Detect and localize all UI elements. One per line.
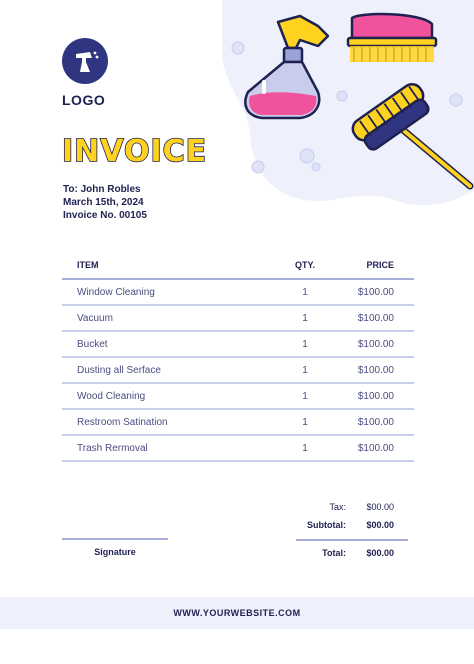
table-row	[62, 280, 414, 306]
total-divider	[296, 539, 408, 541]
row-item: Vacuum	[77, 312, 113, 324]
row-item: Dusting all Serface	[77, 364, 161, 376]
row-item: Bucket	[77, 338, 108, 350]
row-price: $100.00	[357, 286, 394, 298]
invoice-meta	[63, 183, 147, 222]
table-row	[62, 410, 414, 436]
tax-label: Tax:	[329, 502, 346, 512]
logo-mark	[62, 38, 108, 84]
table-row	[62, 384, 414, 410]
spray-bottle-icon	[245, 16, 328, 118]
row-qty: 1	[302, 286, 308, 298]
row-qty: 1	[302, 364, 308, 376]
row-item: Wood Cleaning	[77, 390, 146, 402]
invoice-date: March 15th, 2024	[63, 197, 144, 208]
bubble-icon	[232, 42, 462, 173]
footer-bar	[0, 597, 474, 629]
table-row	[62, 358, 414, 384]
row-price: $100.00	[357, 338, 394, 350]
signature-label: Signature	[94, 547, 136, 557]
subtotal-label: Subtotal:	[307, 520, 346, 530]
broom-icon	[349, 80, 470, 186]
total-row	[296, 544, 408, 562]
scrub-brush-icon	[348, 14, 436, 62]
table-row	[62, 436, 414, 462]
row-price: $100.00	[357, 442, 394, 454]
website-link[interactable]: WWW.YOURWEBSITE.COM	[173, 608, 301, 618]
row-qty: 1	[302, 312, 308, 324]
invoice-title: INVOICE	[62, 134, 208, 169]
logo-text: LOGO	[62, 92, 106, 108]
invoice-number: Invoice No. 00105	[63, 210, 147, 221]
row-item: Window Cleaning	[77, 286, 155, 298]
row-price: $100.00	[357, 312, 394, 324]
signature-line	[62, 538, 168, 540]
items-table	[62, 252, 414, 462]
row-price: $100.00	[357, 390, 394, 402]
total-value: $00.00	[366, 548, 394, 558]
column-header-item: ITEM	[77, 260, 99, 270]
row-qty: 1	[302, 390, 308, 402]
subtotal-value: $00.00	[366, 520, 394, 530]
row-qty: 1	[302, 338, 308, 350]
totals-block	[296, 498, 408, 534]
tax-value: $00.00	[366, 502, 394, 512]
row-item: Restroom Satination	[77, 416, 168, 428]
row-qty: 1	[302, 442, 308, 454]
spray-bottle-icon	[62, 38, 108, 84]
column-header-qty: QTY.	[294, 260, 315, 270]
row-qty: 1	[302, 416, 308, 428]
row-item: Trash Rermoval	[77, 442, 148, 454]
column-header-price: PRICE	[366, 260, 394, 270]
row-price: $100.00	[357, 364, 394, 376]
row-price: $100.00	[357, 416, 394, 428]
total-label: Total:	[322, 548, 346, 558]
tax-row	[296, 498, 408, 516]
table-row	[62, 332, 414, 358]
recipient: To: John Robles	[63, 184, 141, 195]
table-row	[62, 306, 414, 332]
table-header	[62, 252, 414, 278]
subtotal-row	[296, 516, 408, 534]
